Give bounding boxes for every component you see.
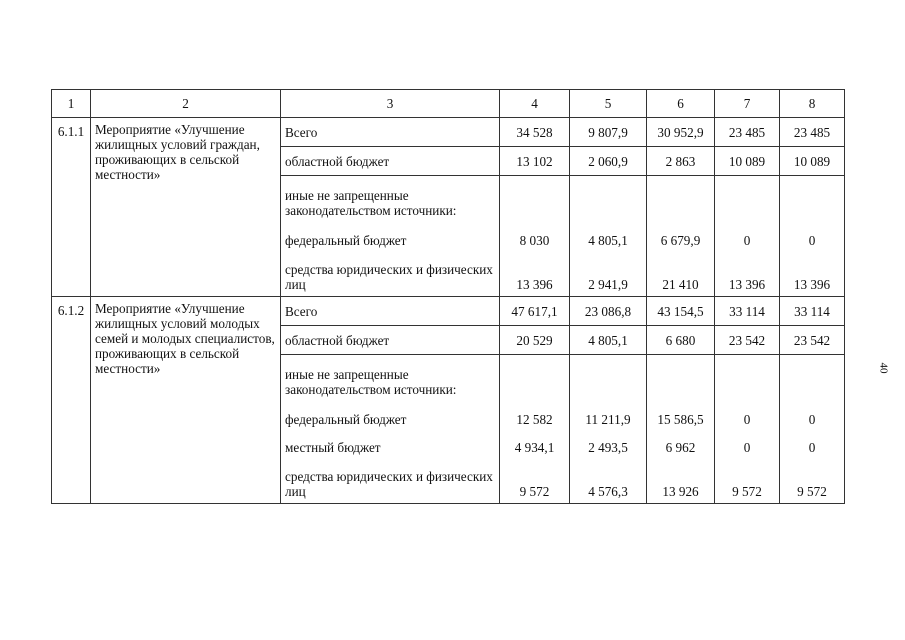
value-cell: 0 bbox=[743, 233, 751, 248]
value-stack bbox=[500, 176, 570, 297]
value-cell: 0 bbox=[743, 412, 751, 427]
row-code: 6.1.2 bbox=[52, 297, 91, 504]
row-title: Мероприятие «Улучшение жилищных условий молодых семей и молодых специалистов, проживающих в сельской местности» bbox=[91, 297, 281, 504]
value-cell: 2 941,9 bbox=[588, 277, 628, 292]
value-stack bbox=[500, 355, 570, 504]
budget-table bbox=[51, 89, 845, 504]
value-cell: 11 211,9 bbox=[585, 412, 631, 427]
col-header: 7 bbox=[715, 90, 780, 118]
value-cell: 4 576,3 bbox=[588, 484, 628, 499]
source-label: местный бюджет bbox=[285, 440, 381, 455]
value-cell: 47 617,1 bbox=[500, 297, 570, 326]
value-cell: 23 542 bbox=[715, 326, 780, 355]
value-cell: 9 572 bbox=[519, 484, 550, 499]
value-cell: 33 114 bbox=[780, 297, 845, 326]
value-cell: 6 962 bbox=[665, 440, 696, 455]
source-label: Всего bbox=[281, 118, 500, 147]
source-label: Всего bbox=[281, 297, 500, 326]
source-group bbox=[281, 355, 500, 504]
value-cell: 6 680 bbox=[647, 326, 715, 355]
value-cell: 10 089 bbox=[715, 147, 780, 176]
value-stack bbox=[647, 176, 715, 297]
value-stack bbox=[647, 355, 715, 504]
other-sources-label: иные не запрещенные законодательством источники: bbox=[285, 188, 457, 218]
value-cell: 2 863 bbox=[647, 147, 715, 176]
value-cell: 43 154,5 bbox=[647, 297, 715, 326]
col-header: 5 bbox=[570, 90, 647, 118]
source-label: областной бюджет bbox=[281, 326, 500, 355]
value-cell: 13 396 bbox=[793, 277, 831, 292]
value-cell: 10 089 bbox=[780, 147, 845, 176]
value-cell: 13 396 bbox=[728, 277, 766, 292]
col-header: 3 bbox=[281, 90, 500, 118]
value-cell: 13 926 bbox=[662, 484, 699, 499]
value-cell: 9 807,9 bbox=[570, 118, 647, 147]
col-header: 2 bbox=[91, 90, 281, 118]
source-label: федеральный бюджет bbox=[285, 412, 407, 427]
value-cell: 4 805,1 bbox=[588, 233, 628, 248]
col-header: 4 bbox=[500, 90, 570, 118]
value-cell: 23 542 bbox=[780, 326, 845, 355]
value-stack bbox=[715, 176, 780, 297]
value-cell: 13 102 bbox=[500, 147, 570, 176]
row-title: Мероприятие «Улучшение жилищных условий граждан, проживающих в сельской местности» bbox=[91, 118, 281, 297]
table-row bbox=[52, 297, 845, 326]
value-cell: 0 bbox=[808, 412, 816, 427]
value-cell: 4 934,1 bbox=[514, 440, 555, 455]
other-sources-label: иные не запрещенные законодательством источники: bbox=[285, 367, 457, 397]
value-cell: 23 485 bbox=[780, 118, 845, 147]
col-header: 1 bbox=[52, 90, 91, 118]
value-stack bbox=[570, 355, 647, 504]
page-number: 40 bbox=[877, 362, 890, 374]
col-header: 6 bbox=[647, 90, 715, 118]
value-cell: 30 952,9 bbox=[647, 118, 715, 147]
value-cell: 9 572 bbox=[732, 484, 762, 499]
value-cell: 34 528 bbox=[500, 118, 570, 147]
value-cell: 23 086,8 bbox=[570, 297, 647, 326]
source-label: средства юридических и физических лиц bbox=[285, 469, 493, 499]
value-cell: 9 572 bbox=[797, 484, 827, 499]
value-cell: 13 396 bbox=[516, 277, 553, 292]
value-cell: 8 030 bbox=[519, 233, 550, 248]
value-cell: 0 bbox=[808, 233, 816, 248]
value-cell: 33 114 bbox=[715, 297, 780, 326]
source-label: областной бюджет bbox=[281, 147, 500, 176]
value-cell: 2 060,9 bbox=[570, 147, 647, 176]
value-cell: 2 493,5 bbox=[588, 440, 628, 455]
value-stack bbox=[715, 355, 780, 504]
value-stack bbox=[570, 176, 647, 297]
source-group bbox=[281, 176, 500, 297]
value-cell: 23 485 bbox=[715, 118, 780, 147]
value-cell: 12 582 bbox=[516, 412, 553, 427]
value-stack bbox=[780, 176, 845, 297]
value-cell: 20 529 bbox=[500, 326, 570, 355]
value-cell: 15 586,5 bbox=[657, 412, 704, 427]
value-cell: 21 410 bbox=[662, 277, 699, 292]
value-stack bbox=[780, 355, 845, 504]
value-cell: 4 805,1 bbox=[570, 326, 647, 355]
row-code: 6.1.1 bbox=[52, 118, 91, 297]
value-cell: 0 bbox=[743, 440, 751, 455]
source-label: федеральный бюджет bbox=[285, 233, 407, 248]
col-header: 8 bbox=[780, 90, 845, 118]
source-label: средства юридических и физических лиц bbox=[285, 262, 493, 292]
table-header-row bbox=[52, 90, 845, 118]
value-cell: 6 679,9 bbox=[660, 233, 701, 248]
value-cell: 0 bbox=[808, 440, 816, 455]
table-row bbox=[52, 118, 845, 147]
